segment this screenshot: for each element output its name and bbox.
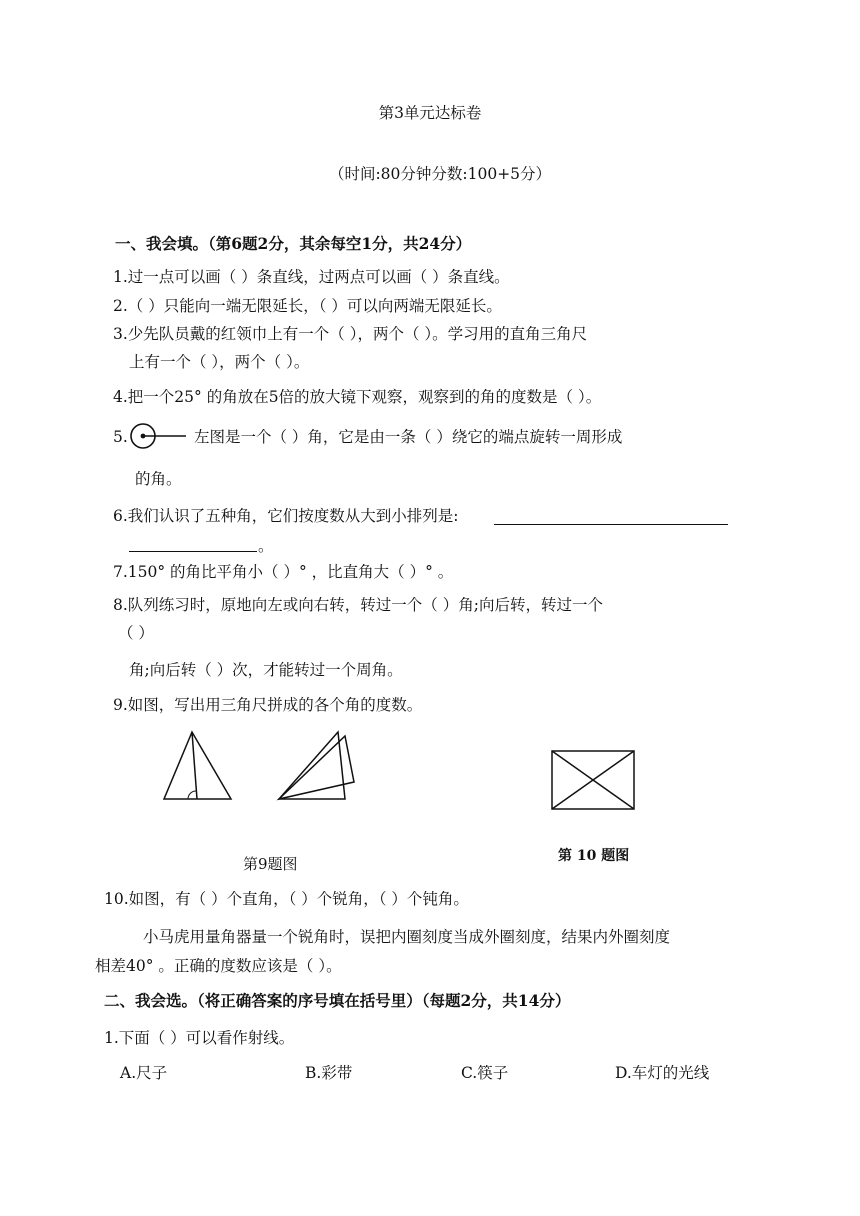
option-b: B.彩带 <box>305 1064 353 1082</box>
rectangle-diagonals-figure <box>548 747 638 813</box>
question-8-line2: （ ） <box>118 624 154 642</box>
section1-heading: 一、我会填。（第6题2分，其余每空1分，共24分） <box>115 234 472 253</box>
question-5-text: 左图是一个（ ）角，它是由一条（ ）绕它的端点旋转一周形成 <box>194 428 623 446</box>
page-title: 第3单元达标卷 <box>378 104 482 122</box>
question-4: 4.把一个25° 的角放在5倍的放大镜下观察，观察到的角的度数是（ ）。 <box>113 388 602 406</box>
option-c: C.筷子 <box>461 1064 509 1082</box>
choice-question-1: 1.下面（ ）可以看作射线。 <box>104 1029 295 1047</box>
option-d: D.车灯的光线 <box>615 1064 710 1082</box>
question-8-line1: 8.队列练习时，原地向左或向右转，转过一个（ ）角;向后转，转过一个 <box>113 596 603 614</box>
question-2: 2.（ ）只能向一端无限延长，（ ）可以向两端无限延长。 <box>113 297 502 315</box>
question-10: 10.如图，有（ ）个直角，（ ）个锐角，（ ）个钝角。 <box>104 890 469 908</box>
triangle-ruler-figure-left <box>160 728 236 804</box>
section2-heading: 二、我会选。（将正确答案的序号填在括号里）（每题2分，共14分） <box>104 991 571 1010</box>
question-8-line3: 角;向后转（ ）次，才能转过一个周角。 <box>129 661 403 679</box>
question-6-line2-end: 。 <box>258 537 274 555</box>
question-5-line2: 的角。 <box>135 470 182 488</box>
question-5-number: 5. <box>113 428 128 446</box>
round-angle-figure <box>126 422 190 450</box>
question-9: 9.如图，写出用三角尺拼成的各个角的度数。 <box>113 696 423 714</box>
question-6-line1: 6.我们认识了五种角，它们按度数从大到小排列是: <box>113 507 459 525</box>
question-11-line1: 小马虎用量角器量一个锐角时，误把内圈刻度当成外圈刻度，结果内外圈刻度 <box>143 928 671 946</box>
page-subtitle: （时间:80分钟分数:100+5分） <box>328 165 552 183</box>
answer-blank-6a <box>494 524 728 525</box>
answer-blank-6b <box>129 551 257 552</box>
figure-10-caption: 第 10 题图 <box>558 848 630 864</box>
question-11-line2: 相差40° 。正确的度数应该是（ ）。 <box>95 957 342 975</box>
figure-9-caption: 第9题图 <box>243 855 298 873</box>
question-3-line1: 3.少先队员戴的红领巾上有一个（ ），两个（ ）。学习用的直角三角尺 <box>113 325 588 343</box>
triangle-ruler-figure-right <box>274 728 360 804</box>
question-1: 1.过一点可以画（ ）条直线，过两点可以画（ ）条直线。 <box>113 268 510 286</box>
option-a: A.尺子 <box>120 1064 168 1082</box>
question-7: 7.150° 的角比平角小（ ）° ，比直角大（ ）° 。 <box>113 563 454 581</box>
question-3-line2: 上有一个（ ），两个（ ）。 <box>129 353 310 371</box>
